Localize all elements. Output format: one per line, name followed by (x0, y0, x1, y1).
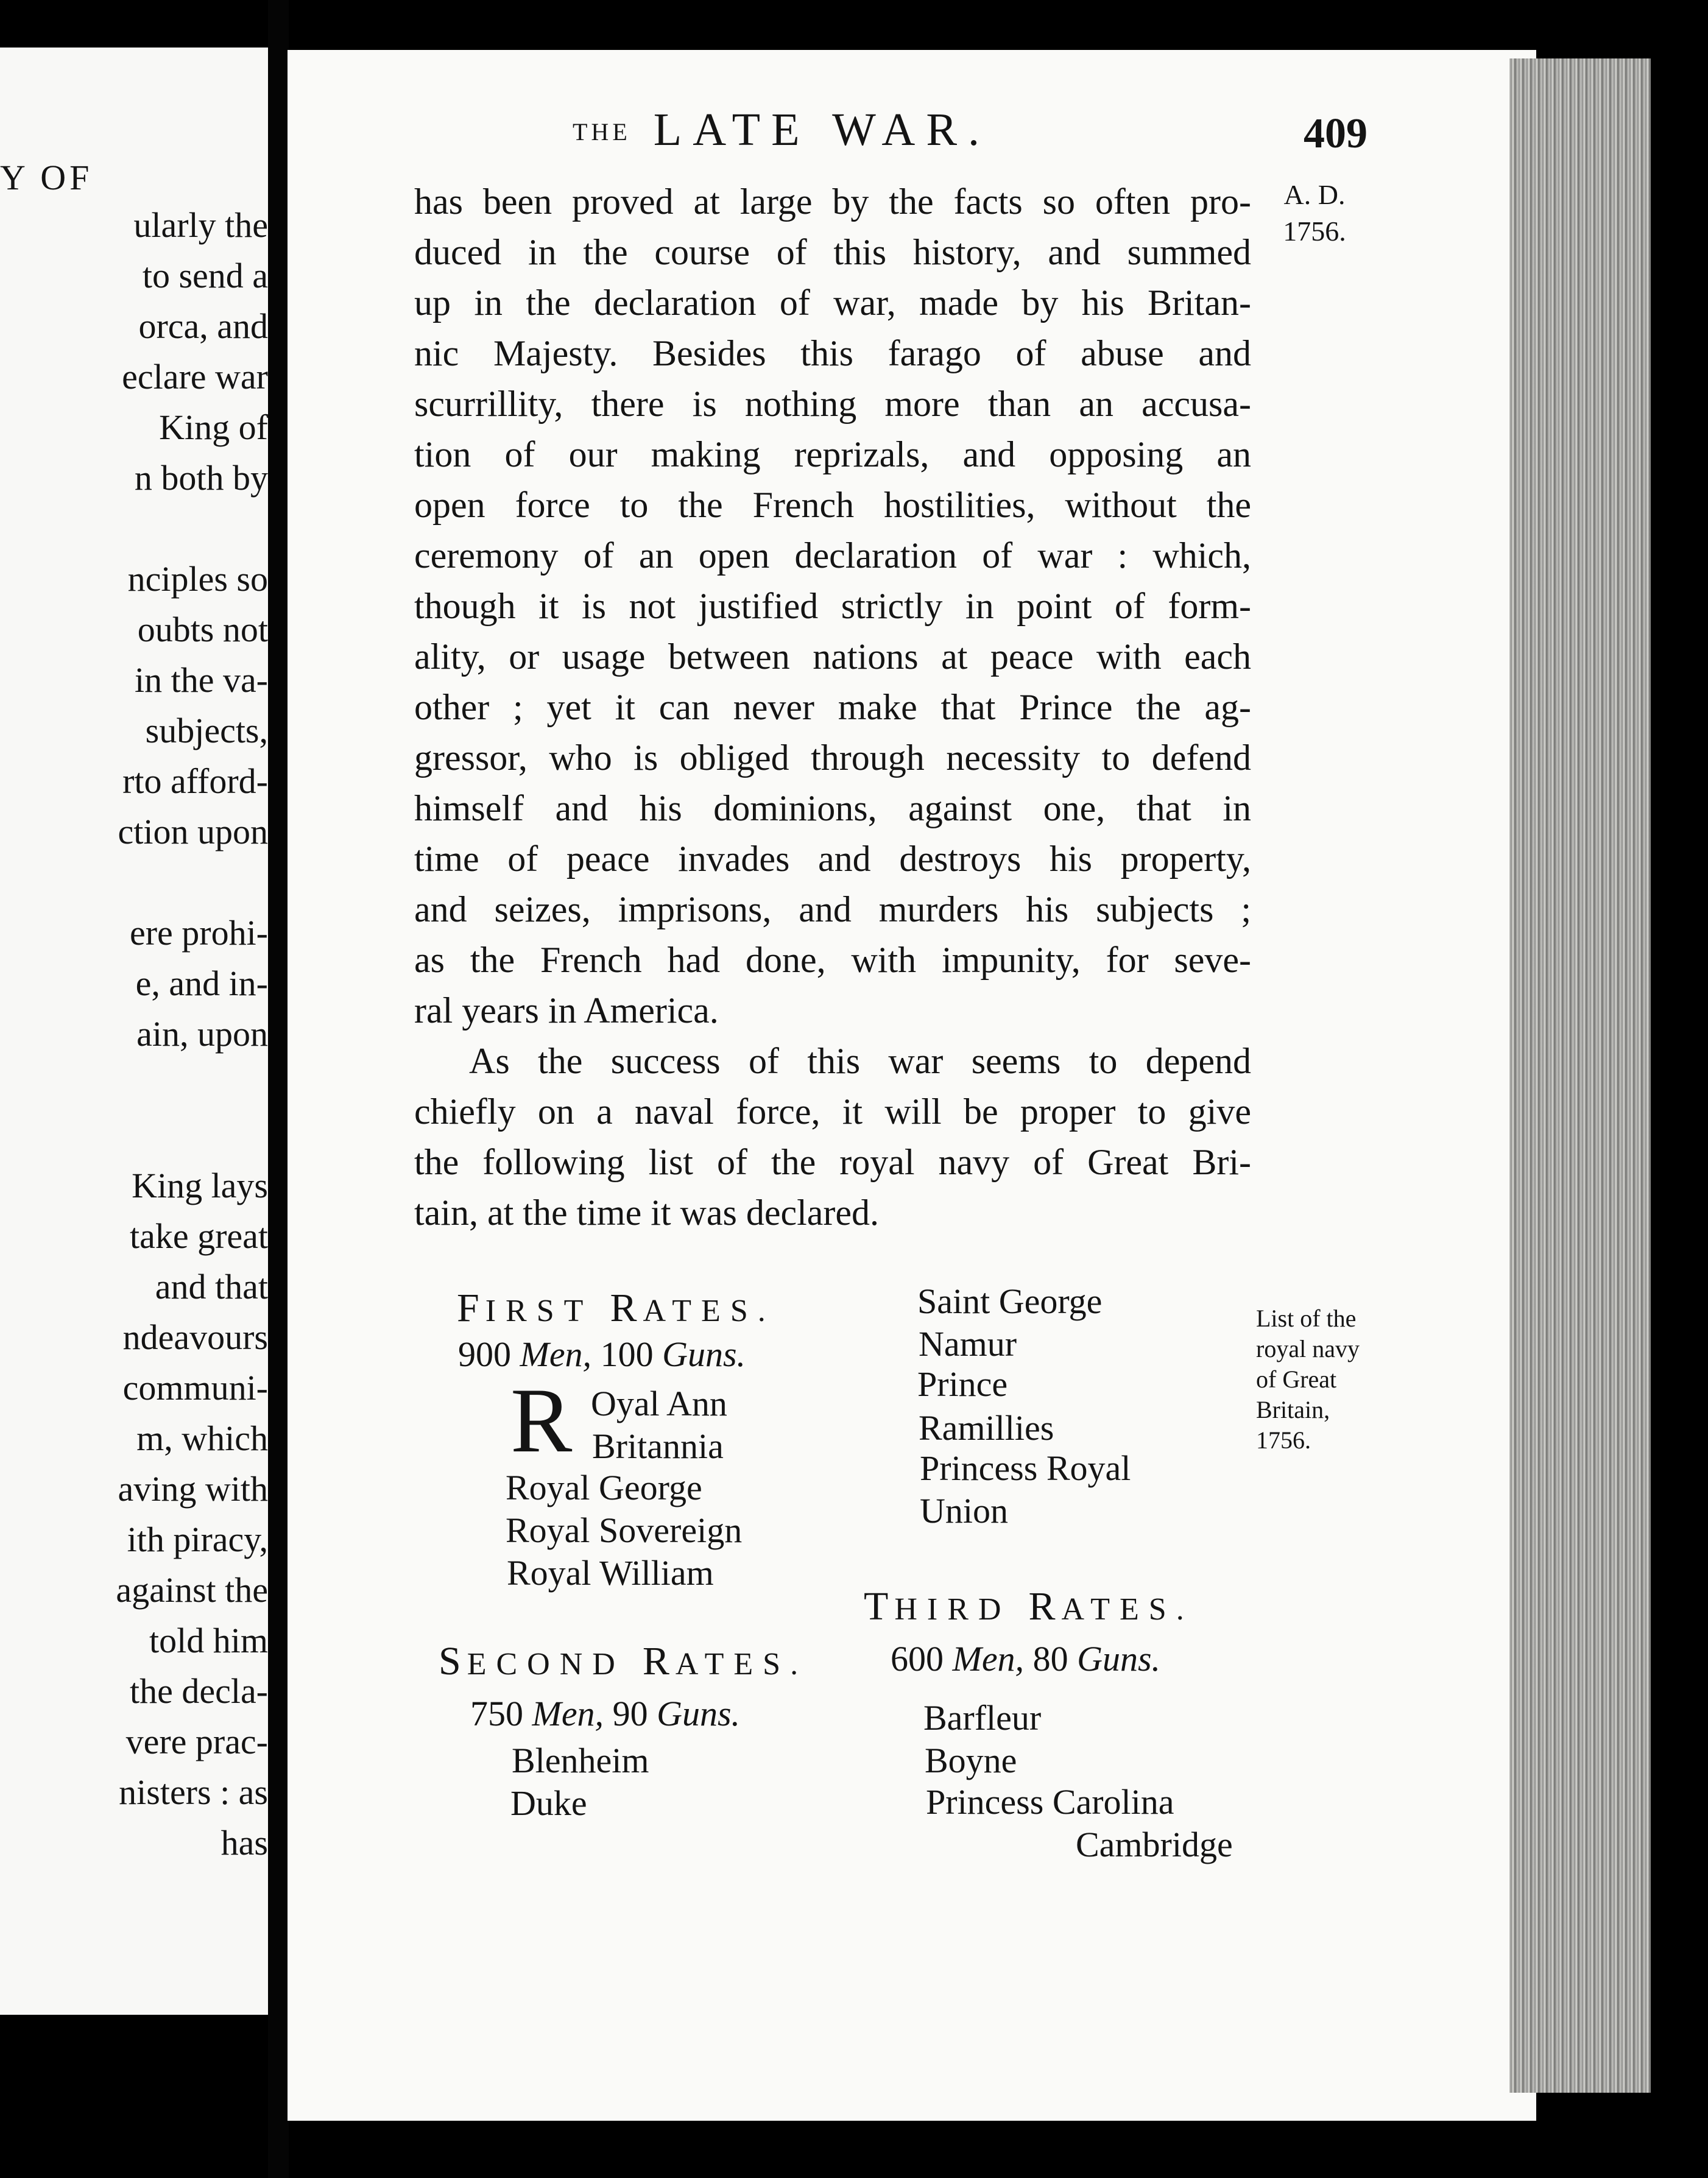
second-rates-complement: 750 Men, 90 Guns. (470, 1694, 741, 1733)
ship-name: Princess Royal (920, 1448, 1131, 1488)
paragraph-line: other ; yet it can never make that Prince the ag- (414, 687, 1251, 727)
left-text-line: ndeavours (122, 1317, 268, 1357)
ship-name: Royal William (507, 1553, 714, 1593)
paragraph-line: though it is not justified strictly in point of form- (414, 586, 1251, 626)
page-number: 409 (1304, 110, 1367, 157)
margin-note-line: 1756. (1256, 1426, 1311, 1454)
paragraph-line: duced in the course of this history, and summed (414, 232, 1251, 272)
left-text-line: ularly the (133, 205, 268, 245)
left-text-line: eclare war (122, 357, 268, 396)
paragraph-line: as the French had done, with impunity, for seve- (414, 940, 1251, 980)
left-text-line: told him (149, 1621, 268, 1660)
margin-ad: A. D. (1283, 179, 1346, 210)
second-rates-heading: SECOND RATES. (439, 1639, 808, 1683)
margin-note-line: royal navy (1256, 1335, 1360, 1362)
left-running-head: Y OF (0, 158, 93, 197)
left-text-line: ith piracy, (127, 1520, 268, 1559)
margin-year: 1756. (1283, 216, 1346, 247)
binding-gutter (268, 0, 289, 2178)
left-text-line: ere prohi- (129, 913, 268, 953)
left-text-line: the decla- (129, 1671, 268, 1711)
left-text-line: take great (129, 1216, 268, 1256)
paragraph-line: nic Majesty. Besides this farago of abuse and (414, 333, 1251, 373)
paragraph-line: ral years in America. (414, 990, 719, 1031)
left-text-line: King lays (132, 1166, 268, 1205)
left-text-line: King of (159, 407, 268, 447)
left-text-line: rto afford- (122, 761, 268, 801)
paragraph-line: open force to the French hostilities, without the (414, 485, 1251, 525)
left-text-line: nisters : as (119, 1772, 268, 1812)
ship-name: Union (920, 1491, 1008, 1531)
ship-name: Blenheim (512, 1741, 649, 1780)
paragraph-line: the following list of the royal navy of Great Bri- (414, 1142, 1251, 1182)
left-text-line: n both by (134, 458, 268, 498)
paragraph-line: gressor, who is obliged through necessity to defend (414, 738, 1251, 778)
third-rates-complement: 600 Men, 80 Guns. (891, 1639, 1161, 1679)
paragraph-line: himself and his dominions, against one, that in (414, 788, 1251, 828)
margin-note-line: Britain, (1256, 1396, 1330, 1423)
left-text-line: e, and in- (135, 964, 268, 1003)
drop-cap: R (510, 1369, 573, 1471)
paragraph-line: up in the declaration of war, made by his Britan- (414, 283, 1251, 323)
paragraph-line: has been proved at large by the facts so often pro- (414, 182, 1251, 222)
paragraph-line: tain, at the time it was declared. (414, 1193, 880, 1233)
paragraph-line: time of peace invades and destroys his property, (414, 839, 1251, 879)
left-text-line: to send a (142, 256, 268, 295)
ship-name: Royal Sovereign (506, 1510, 743, 1550)
left-text-line: orca, and (138, 306, 268, 346)
ship-name: Prince (917, 1364, 1008, 1404)
paragraph-line: tion of our making reprizals, and opposing an (414, 434, 1251, 474)
paragraph-line: As the success of this war seems to depend (469, 1041, 1251, 1081)
left-text-line: has (221, 1823, 268, 1863)
left-text-line: oubts not (137, 610, 268, 649)
paragraph-line: ality, or usage between nations at peace with each (414, 636, 1251, 677)
left-text-line: m, which (136, 1419, 268, 1458)
ship-name: Boyne (925, 1741, 1017, 1780)
ship-name: Cambridge (1076, 1825, 1233, 1864)
running-head (573, 104, 990, 157)
margin-note (1256, 1303, 1396, 1456)
running-head-the: THE (573, 118, 631, 146)
third-rates-heading: THIRD RATES. (864, 1584, 1194, 1629)
left-text-line: and that (155, 1267, 268, 1306)
left-text-line: in the va- (134, 660, 268, 700)
paragraph-line: chiefly on a naval force, it will be proper to give (414, 1091, 1251, 1132)
left-text-line: communi- (122, 1368, 268, 1408)
left-page (0, 48, 268, 2015)
left-text-line: subjects, (145, 711, 268, 750)
page-edges (1509, 58, 1651, 2093)
margin-note-line: of Great (1256, 1366, 1337, 1393)
ship-name: Ramillies (919, 1408, 1054, 1448)
left-text-line: nciples so (127, 559, 268, 599)
left-text-line: against the (116, 1570, 268, 1610)
ship-name: Oyal Ann (591, 1384, 727, 1423)
ship-name: Royal George (506, 1468, 702, 1507)
paragraph-line: scurrillity, there is nothing more than an accusa- (414, 384, 1251, 424)
left-text-line: ain, upon (136, 1014, 268, 1054)
ship-name: Britannia (592, 1426, 724, 1466)
margin-date (1278, 177, 1351, 250)
left-text-line: ction upon (118, 812, 268, 851)
paragraph-line: and seizes, imprisons, and murders his subjects ; (414, 889, 1251, 929)
ship-name: Princess Carolina (926, 1782, 1174, 1822)
ship-name: Duke (510, 1783, 587, 1823)
ship-name: Saint George (917, 1281, 1103, 1321)
left-text-line: aving with (118, 1469, 268, 1509)
margin-note-line: List of the (1256, 1305, 1357, 1332)
paragraph-line: ceremony of an open declaration of war : which, (414, 535, 1251, 576)
first-rates-heading: FIRST RATES. (457, 1286, 775, 1330)
running-head-title: LATE WAR. (653, 104, 991, 155)
left-text-line: vere prac- (125, 1722, 268, 1761)
ship-name: Namur (919, 1324, 1017, 1364)
first-rates-complement: 900 Men, 100 Guns. (458, 1334, 746, 1374)
ship-name: Barfleur (923, 1698, 1042, 1738)
